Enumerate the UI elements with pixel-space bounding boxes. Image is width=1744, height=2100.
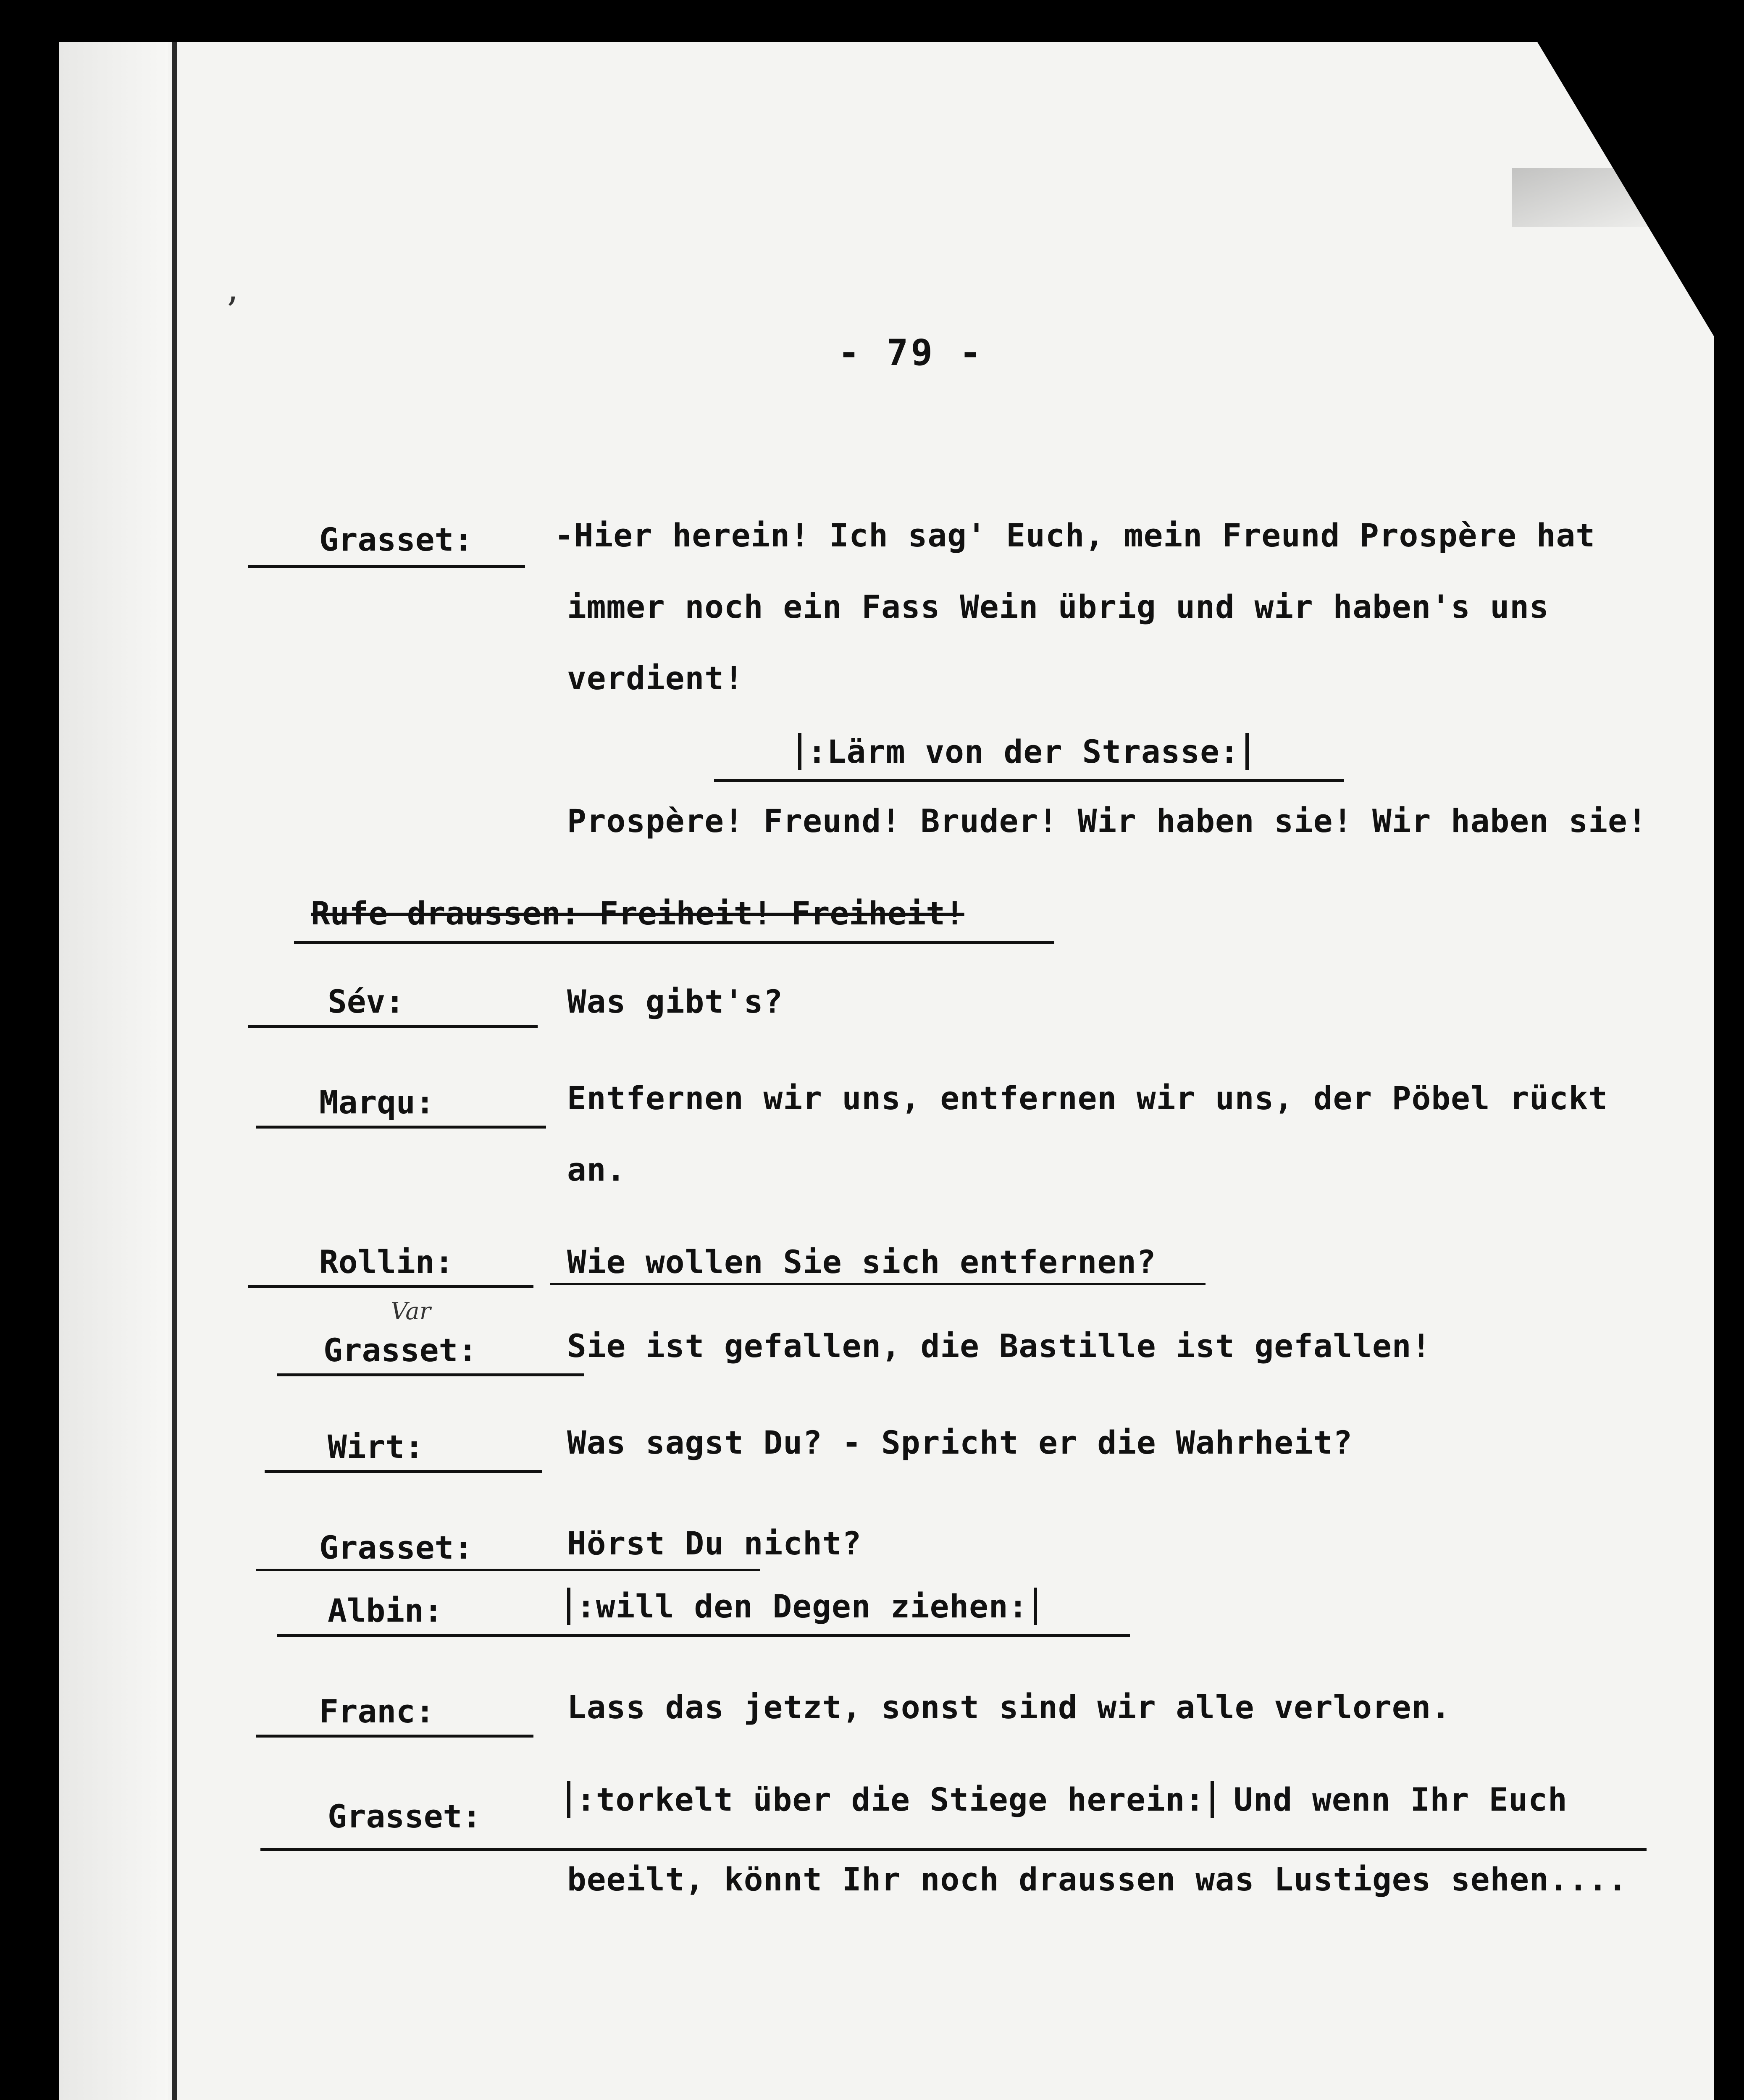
dialogue-line: immer noch ein Fass Wein übrig und wir haben's uns: [567, 588, 1549, 625]
stage-direction-underline: [714, 779, 1344, 782]
stage-direction-text: :will den Degen ziehen:: [567, 1588, 1037, 1625]
page-number: - 79 -: [838, 332, 984, 374]
speaker-name: Franc:: [319, 1693, 435, 1730]
dialogue-line: Entfernen wir uns, entfernen wir uns, der Pöbel rückt: [567, 1079, 1608, 1117]
dialogue-line: Hörst Du nicht?: [567, 1525, 862, 1562]
handwritten-note: Var: [391, 1298, 431, 1325]
stage-direction-text: :torkelt über die Stiege herein:: [567, 1781, 1214, 1818]
stage-direction: [798, 733, 1249, 770]
dialogue-line: Was gibt's?: [567, 983, 783, 1020]
speaker-underline: [256, 1126, 546, 1129]
speaker-name: Grasset:: [328, 1798, 482, 1835]
speaker-underline: [248, 565, 525, 568]
speaker-name: Rollin:: [319, 1243, 454, 1281]
speaker-underline: [248, 1025, 538, 1028]
dialogue-line: Sie ist gefallen, die Bastille ist gefallen!: [567, 1327, 1431, 1365]
speaker-underline: [277, 1634, 1130, 1637]
speaker-underline: [256, 1569, 760, 1571]
typescript-page: [59, 42, 1714, 2100]
speaker-name: Sév:: [328, 983, 405, 1020]
speaker-underline: [256, 1735, 533, 1738]
dialogue-line: Wie wollen Sie sich entfernen?: [567, 1243, 1156, 1281]
speaker-name: Albin:: [328, 1592, 443, 1629]
line-underline: [550, 1283, 1206, 1285]
speaker-underline: [248, 1285, 533, 1288]
dialogue-line: Prospère! Freund! Bruder! Wir haben sie! Wir haben sie!: [567, 802, 1647, 840]
dialogue-line: Lass das jetzt, sonst sind wir alle verloren.: [567, 1688, 1451, 1726]
dialogue-line: Was sagst Du? - Spricht er die Wahrheit?: [567, 1424, 1353, 1461]
dialogue-line: verdient!: [567, 659, 744, 697]
speaker-name: Grasset:: [319, 521, 473, 558]
speaker-name: Marqu:: [319, 1084, 435, 1121]
speaker-name: Grasset:: [319, 1529, 473, 1566]
dialogue-text: Und wenn Ihr Euch: [1233, 1781, 1568, 1818]
stage-direction: [567, 1588, 1037, 1625]
speaker-underline: [277, 1373, 584, 1376]
speaker-name: Wirt:: [328, 1428, 424, 1465]
margin-mark: ʼ: [225, 290, 237, 334]
page-left-edge: [59, 42, 168, 2100]
folded-corner: [1537, 42, 1714, 336]
speaker-underline: [260, 1848, 1647, 1851]
struck-cue: Rufe draussen: Freiheit! Freiheit!: [311, 895, 964, 932]
dialogue-line: -Hier herein! Ich sag' Euch, mein Freund Prospère hat: [554, 517, 1596, 554]
binding-line: [172, 42, 177, 2100]
dialogue-line: an.: [567, 1151, 626, 1188]
dialogue-line: beeilt, könnt Ihr noch draussen was Lustiges sehen....: [567, 1861, 1628, 1898]
stage-direction-text: :Lärm von der Strasse:: [798, 733, 1249, 770]
dialogue-line: [567, 1781, 1568, 1818]
speaker-name: Grasset:: [323, 1331, 478, 1369]
speaker-underline: [265, 1470, 542, 1473]
cue-underline: [294, 941, 1054, 944]
